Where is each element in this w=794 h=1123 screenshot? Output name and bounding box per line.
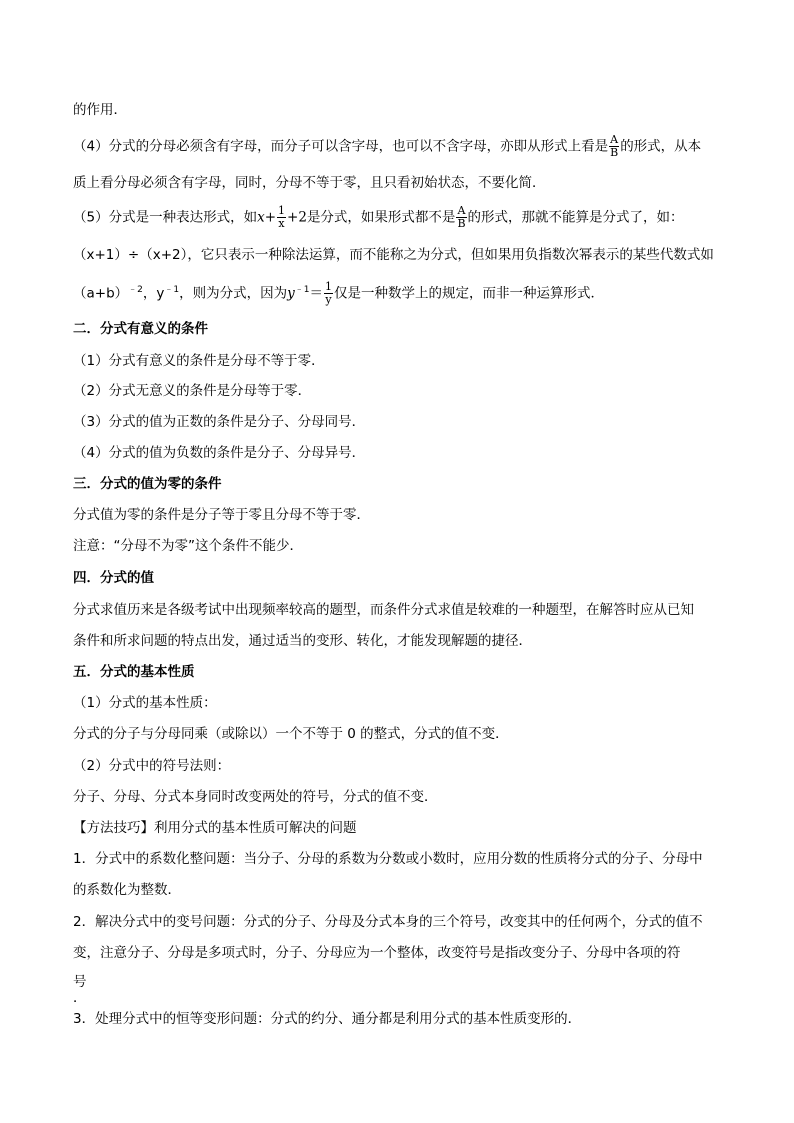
line-5: （x+1）÷（x+2），它只表示一种除法运算，而不能称之为分式，但如果用负指数次幂表示的某些代数式如 [73, 247, 714, 263]
exponent: ﹣1 [164, 285, 180, 295]
exponent: ﹣2 [128, 285, 143, 295]
equals: ＝ [309, 285, 323, 302]
paragraph: 分式值为零的条件是分子等于零且分母不等于零． [73, 507, 370, 523]
math-y: y [287, 285, 295, 302]
paragraph: ． [73, 990, 87, 1006]
paragraph: （1）分式的基本性质： [73, 695, 217, 711]
paragraph: 分式的分子与分母同乘（或除以）一个不等于 0 的整式，分式的值不变． [73, 726, 509, 742]
paragraph: （1）分式有意义的条件是分母不等于零． [73, 353, 325, 369]
section-heading-3: 三．分式的值为零的条件 [73, 476, 222, 492]
math-plus-2: +2 [287, 209, 307, 226]
paragraph: （2）分式无意义的条件是分母等于零． [73, 383, 312, 399]
method-tips-heading: 【方法技巧】利用分式的基本性质可解决的问题 [73, 820, 357, 836]
paragraph: 变，注意分子、分母是多项式时，分子、分母应为一个整体，改变符号是指改变分子、分母中各项的符 [73, 945, 681, 961]
paragraph: （3）分式的值为正数的条件是分子、分母同号． [73, 414, 366, 430]
line-4 [73, 205, 684, 230]
text: （4）分式的分母必须含有字母，而分子可以含字母，也可以不含字母，亦即从形式上看是 [73, 138, 609, 155]
text: ，y [142, 285, 165, 302]
text: 是分式，如果形式都不是 [306, 209, 456, 226]
line-1: 的作用． [73, 102, 127, 118]
fraction-1-over-x: $\frac{1}{x}$ [278, 204, 286, 230]
paragraph: 分式求值历来是各级考试中出现频率较高的题型，而条件分式求值是较难的一种题型，在解答时应从已知 [73, 602, 694, 618]
paragraph: 2．解决分式中的变号问题：分式的分子、分母及分式本身的三个符号，改变其中的任何两个，分式的值不 [73, 914, 703, 930]
paragraph: 3．处理分式中的恒等变形问题：分式的约分、通分都是利用分式的基本性质变形的． [73, 1011, 582, 1027]
text: 的形式，从本 [620, 138, 702, 155]
paragraph: 号 [73, 974, 87, 990]
text: （5）分式是一种表达形式，如 [73, 209, 258, 226]
section-heading-5: 五．分式的基本性质 [73, 664, 195, 680]
text: 仅是一种数学上的规定，而非一种运算形式． [334, 285, 604, 302]
paragraph: 分子、分母、分式本身同时改变两处的符号，分式的值不变． [73, 789, 438, 805]
paragraph: 的系数化为整数． [73, 882, 181, 898]
paragraph: 注意：“分母不为零”这个条件不能少． [73, 538, 303, 554]
exponent: ﹣1 [294, 285, 310, 295]
line-2 [73, 134, 701, 159]
section-heading-2: 二．分式有意义的条件 [73, 321, 208, 337]
line-6 [73, 280, 604, 306]
fraction-1-over-y: $\frac{1}{y}$ [325, 280, 332, 306]
math-x-plus: x+ [257, 209, 277, 226]
paragraph: （2）分式中的符号法则： [73, 758, 231, 774]
paragraph: （4）分式的值为负数的条件是分子、分母异号． [73, 445, 366, 461]
paragraph: 条件和所求问题的特点出发，通过适当的变形、转化，才能发现解题的捷径． [73, 633, 532, 649]
fraction-a-over-b: $\frac{A}{B}$ [457, 204, 466, 230]
line-3: 质上看分母必须含有字母，同时，分母不等于零，且只看初始状态，不要化简． [73, 175, 546, 191]
fraction-a-over-b: $\frac{A}{B}$ [610, 133, 619, 159]
paragraph: 1．分式中的系数化整问题：当分子、分母的系数为分数或小数时，应用分数的性质将分式的分子、分母中 [73, 851, 703, 867]
section-heading-4: 四．分式的值 [73, 570, 154, 586]
text: （a+b） [73, 285, 129, 302]
text: 的形式，那就不能算是分式了，如： [467, 209, 684, 226]
text: ，则为分式，因为 [179, 285, 288, 302]
